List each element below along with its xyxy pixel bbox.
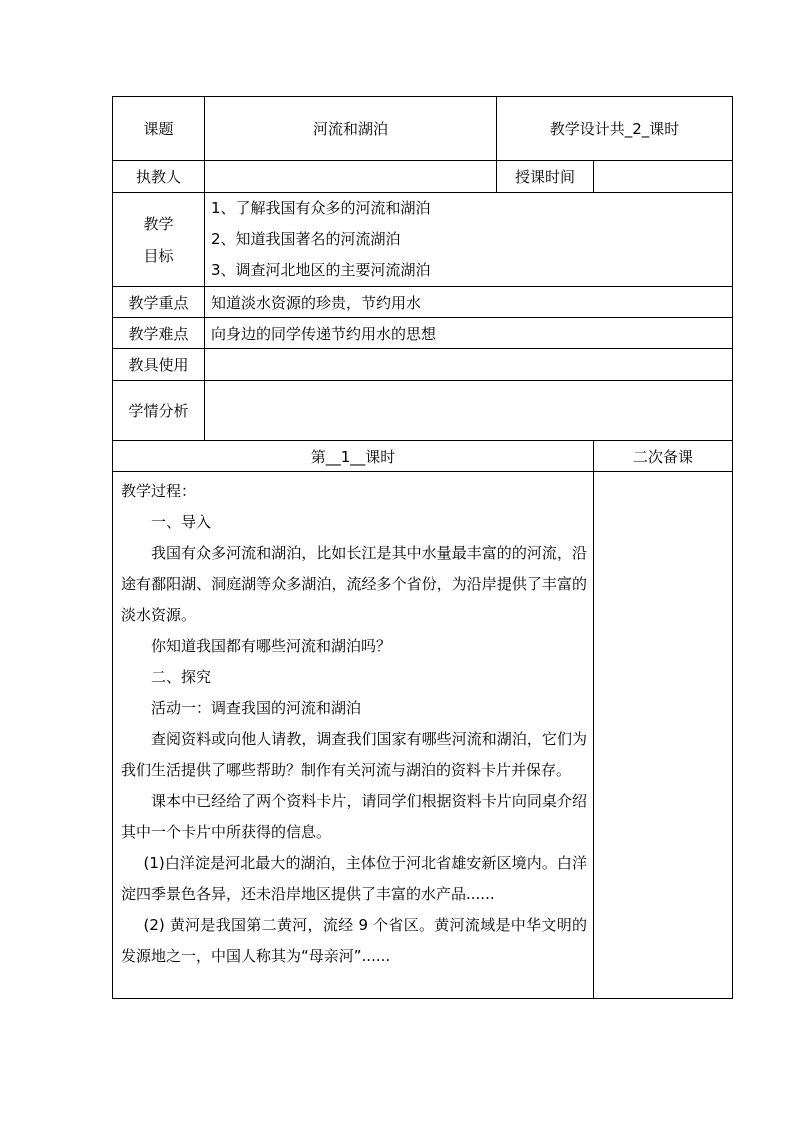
goal-item: 1、了解我国有众多的河流和湖泊: [211, 199, 431, 217]
time-value: [594, 161, 733, 193]
tools-value: [205, 349, 733, 381]
goals-label-line-2: 目标: [143, 246, 174, 265]
goals-row: [113, 193, 733, 287]
teacher-row: [113, 161, 733, 193]
key-point-value: 知道淡水资源的珍贵，节约用水: [205, 287, 733, 318]
difficulty-value: 向身边的同学传递节约用水的思想: [205, 318, 733, 349]
teacher-value: [205, 161, 497, 193]
card-1-text: (1)白洋淀是河北最大的湖泊，主体位于河北省雄安新区境内。白洋淀四季景色各异，还未沿岸地区提供了丰富的水产品......: [121, 854, 587, 903]
difficulty-row: [113, 318, 733, 349]
teacher-label: 执教人: [113, 161, 205, 193]
intro-paragraph: 我国有众多河流和湖泊，比如长江是其中水量最丰富的的河流，沿途有鄱阳湖、洞庭湖等众多湖泊，流经多个省份，为沿岸提供了丰富的淡水资源。: [121, 544, 587, 624]
goal-item: 2、知道我国著名的河流湖泊: [211, 230, 401, 248]
process-content: [113, 472, 594, 999]
design-total: 教学设计共_2_课时: [497, 97, 733, 161]
goal-item: 3、调查河北地区的主要河流湖泊: [211, 261, 431, 279]
explore-title: 二、探究: [151, 668, 212, 686]
session-label: 第__1__课时: [113, 441, 594, 472]
process-heading: 教学过程：: [121, 482, 197, 500]
card-2-text: (2) 黄河是我国第二黄河，流经 9 个省区。黄河流域是中华文明的发源地之一，中国人称其为“母亲河”......: [121, 916, 587, 965]
analysis-label: 学情分析: [113, 381, 205, 441]
process-row: [113, 472, 733, 999]
key-point-row: [113, 287, 733, 318]
intro-title: 一、导入: [151, 513, 212, 531]
intro-question: 你知道我国都有哪些河流和湖泊吗？: [151, 637, 392, 655]
topic-label: 课题: [113, 97, 205, 161]
topic-row: [113, 97, 733, 161]
session-row: [113, 441, 733, 472]
topic-value: 河流和湖泊: [205, 97, 497, 161]
goals-label: [113, 193, 205, 287]
second-prep-content: [594, 472, 733, 999]
activity-1-title: 活动一：调查我国的河流和湖泊: [151, 699, 362, 717]
activity-1-paragraph: 查阅资料或向他人请教，调查我们国家有哪些河流和湖泊，它们为我们生活提供了哪些帮助？制作有关河流与湖泊的资料卡片并保存。: [121, 730, 587, 779]
goals-label-line-1: 教学: [143, 214, 174, 233]
goals-list: [205, 193, 733, 287]
cards-paragraph: 课本中已经给了两个资料卡片，请同学们根据资料卡片向同桌介绍其中一个卡片中所获得的信息。: [121, 792, 587, 841]
second-prep-label: 二次备课: [594, 441, 733, 472]
tools-label: 教具使用: [113, 349, 205, 381]
analysis-row: [113, 381, 733, 441]
time-label: 授课时间: [497, 161, 594, 193]
key-point-label: 教学重点: [113, 287, 205, 318]
tools-row: [113, 349, 733, 381]
difficulty-label: 教学难点: [113, 318, 205, 349]
analysis-value: [205, 381, 733, 441]
lesson-plan-table: [112, 96, 733, 999]
